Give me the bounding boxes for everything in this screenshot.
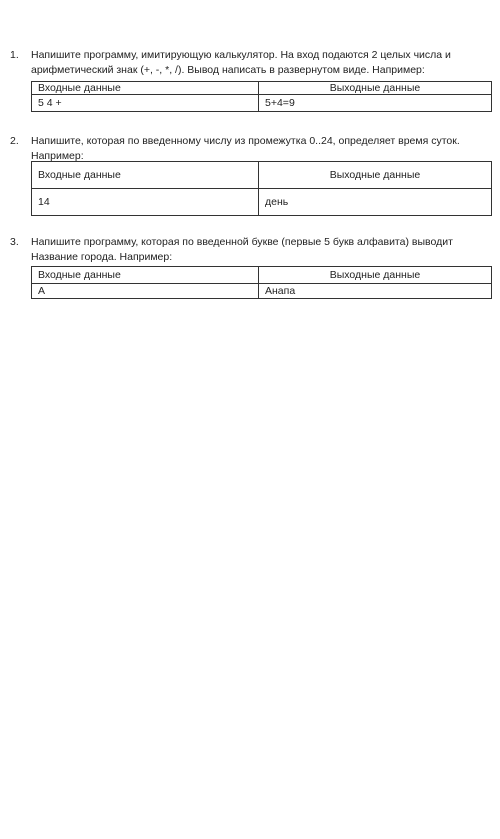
io-table [31, 81, 492, 112]
task-text: Напишите программу, имитирующую калькулятор. На вход подаются 2 целых числа и арифметический знак (+, -, *, /). Вывод написать в развернутом виде. Например: [31, 49, 451, 76]
cell-output: день [259, 189, 492, 216]
header-input: Входные данные [32, 267, 259, 284]
cell-output: Анапа [259, 284, 492, 299]
task-number: 1. [10, 49, 19, 61]
cell-input: А [32, 284, 259, 299]
task-text: Напишите программу, которая по введенной букве (первые 5 букв алфавита) выводит Название города. Например: [31, 236, 453, 263]
io-table [31, 266, 492, 299]
table-header-row [32, 82, 492, 95]
cell-input: 14 [32, 189, 259, 216]
header-input: Входные данные [32, 162, 259, 189]
header-output: Выходные данные [259, 162, 492, 189]
cell-input: 5 4 + [32, 95, 259, 112]
table-row [32, 284, 492, 299]
task-text: Напишите, которая по введенному числу из промежутка 0..24, определяет время суток. Например: [31, 135, 460, 162]
header-input: Входные данные [32, 82, 259, 95]
table-header-row [32, 267, 492, 284]
task-number: 3. [10, 236, 19, 248]
task-number: 2. [10, 135, 19, 147]
table-header-row [32, 162, 492, 189]
header-output: Выходные данные [259, 82, 492, 95]
cell-output: 5+4=9 [259, 95, 492, 112]
io-table [31, 161, 492, 216]
header-output: Выходные данные [259, 267, 492, 284]
table-row [32, 189, 492, 216]
table-row [32, 95, 492, 112]
